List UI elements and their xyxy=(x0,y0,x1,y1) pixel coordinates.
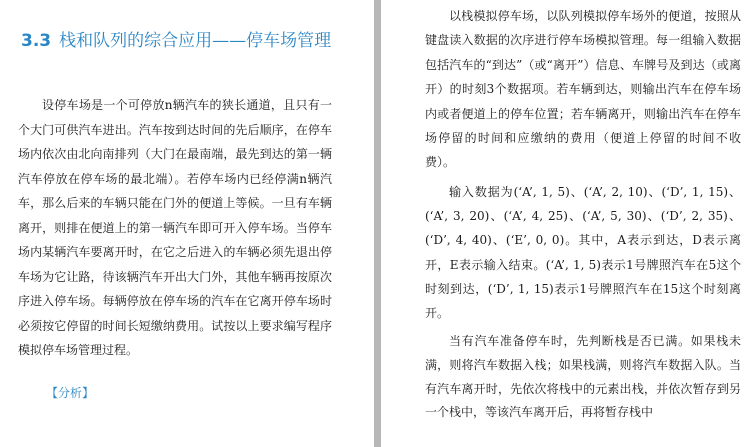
analysis-label: 【分析】 xyxy=(46,386,95,400)
method-paragraph: 以栈模拟停车场，以队列模拟停车场外的便道，按照从键盘读入数据的次序进行停车场模拟管理。每一组输入数据包括汽车的“到达”（或“离开”）信息、车牌号及到达（或离开）的时刻3个数据项。若车辆到达，则输出汽车在停车场内或者便道上的停车位置；若车辆离开，则输出汽车在停车场停留的时间和应缴纳的费用（便道上停留的时间不收费）。 xyxy=(425,9,741,170)
section-heading xyxy=(21,30,361,52)
intro-paragraph: 设停车场是一个可停放n辆汽车的狭长通道，且只有一个大门可供汽车进出。汽车按到达时间的先后顺序，在停车场内依次由北向南排列（大门在最南端，最先到达的第一辆汽车停放在停车场的最北端）。若停车场内已经停满n辆汽车，那么后来的车辆只能在门外的便道上等候。一旦有车辆离开，则排在便道上的第一辆汽车即可开入停车场。当停车场内某辆汽车要离开时，在它之后进入的车辆必须先退出停车场为它让路，待该辆汽车开出大门外，其他车辆再按原次序进入停车场。每辆停放在停车场的汽车在它离开停车场时必须按它停留的时间长短缴纳费用。试按以上要求编写程序模拟停车场管理过程。 xyxy=(18,98,332,357)
section-title: 栈和队列的综合应用——停车场管理 xyxy=(59,31,332,51)
section-number: 3.3 xyxy=(21,31,52,51)
algorithm-paragraph: 当有汽车准备停车时，先判断栈是否已满。如果栈未满，则将汽车数据入栈；如果栈满，则将汽车数据入队。当有汽车离开时，先依次将栈中的元素出栈，并依次暂存到另一个栈中，等该汽车离开后，再将暂存栈中 xyxy=(425,334,741,420)
left-page xyxy=(0,0,374,447)
input-data-paragraph: 输入数据为(‘A’, 1, 5)、(‘A’, 2, 10)、(‘D’, 1, 15)、(‘A’, 3, 20)、(‘A’, 4, 25)、(‘A’, 5, 30)、(‘D’, 2, 35)、(‘D’, 4, 40)、(‘E’, 0, 0)。其中，A表示到达，D表示离开，E表示输入结束。(‘A’, 1, 5)表示1号牌照汽车在5这个时刻到达，(‘D’, 1, 15)表示1号牌照汽车在15这个时刻离开。 xyxy=(425,185,741,321)
right-page xyxy=(381,0,756,447)
